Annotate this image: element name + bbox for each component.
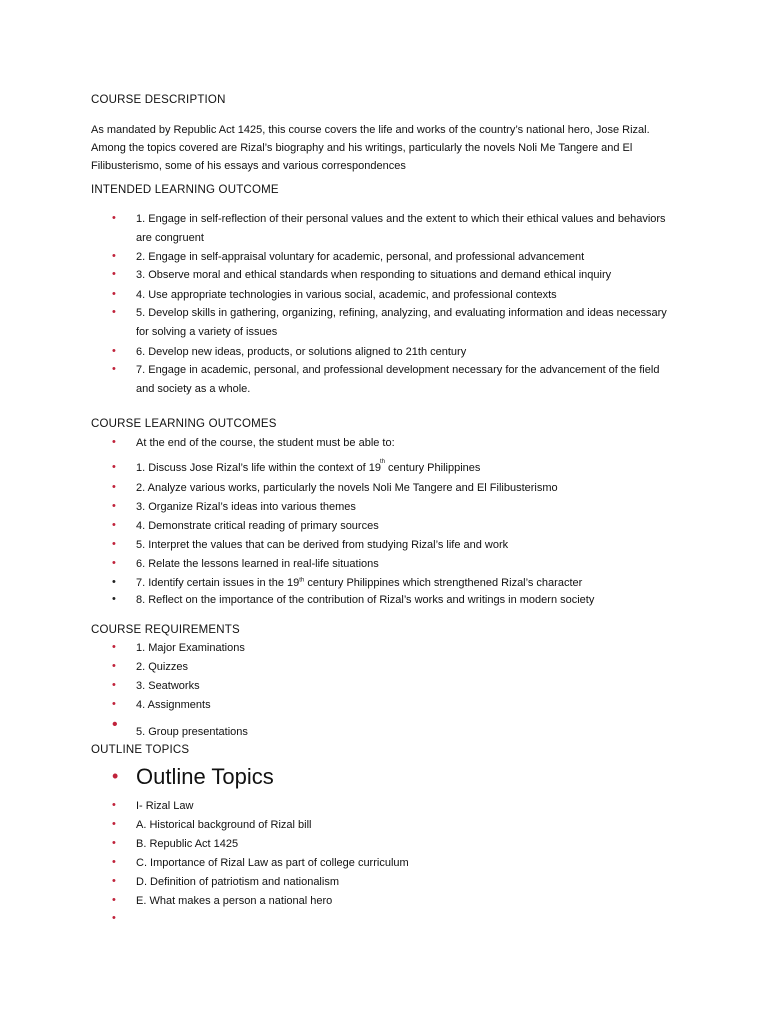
list-item-text: 1. Major Examinations — [136, 642, 245, 654]
bullet-icon: • — [112, 593, 116, 605]
list-item — [112, 696, 672, 715]
bullet-icon: • — [112, 268, 116, 280]
bullet-icon: • — [112, 519, 116, 531]
bullet-icon: • — [112, 799, 116, 811]
bullet-icon: • — [112, 481, 116, 493]
list-item — [112, 459, 672, 480]
bullet-icon: • — [112, 641, 116, 653]
list-item — [112, 286, 672, 305]
list-item — [112, 816, 672, 835]
outline-topics-title — [112, 763, 274, 791]
list-item-text: A. Historical background of Rizal bill — [136, 819, 312, 831]
list-item-text-part: 7. Identify certain issues in the 19 — [136, 577, 300, 589]
bullet-icon: • — [112, 250, 116, 262]
bullet-icon: • — [112, 557, 116, 569]
list-item — [112, 517, 672, 536]
list-item-text: 2. Analyze various works, particularly the novels Noli Me Tangere and El Filibusterismo — [136, 482, 558, 494]
list-item — [112, 797, 672, 816]
bullet-icon: • — [112, 436, 116, 448]
list-item-text: 8. Reflect on the importance of the contribution of Rizal’s works and writings in modern society — [136, 594, 595, 606]
list-item — [112, 248, 672, 267]
bullet-icon: • — [112, 837, 116, 849]
list-item-text: 6. Relate the lessons learned in real-life situations — [136, 558, 379, 570]
bullet-icon: • — [112, 306, 116, 318]
bullet-icon: • — [112, 912, 116, 924]
list-item-text: E. What makes a person a national hero — [136, 895, 333, 907]
superscript: th — [379, 459, 385, 465]
list-item — [112, 639, 672, 658]
list-item-text: 3. Organize Rizal’s ideas into various themes — [136, 501, 356, 513]
list-item-text-part: century Philippines — [384, 462, 481, 474]
bullet-icon: • — [112, 875, 116, 887]
list-item — [112, 536, 672, 555]
list-item-text: 2. Engage in self-appraisal voluntary for academic, personal, and professional advancement — [136, 251, 585, 263]
list-item-text: D. Definition of patriotism and nationalism — [136, 876, 339, 888]
list-item — [112, 304, 672, 341]
list-item — [112, 716, 672, 742]
bullet-icon: • — [112, 716, 118, 733]
list-item-text: 1. Engage in self-reflection of their personal values and the extent to which their ethical values and behaviors are congruent — [136, 213, 666, 244]
list-item-text: B. Republic Act 1425 — [136, 838, 239, 850]
bullet-icon: • — [112, 363, 116, 375]
list-item-text-part: century Philippines which strengthened Rizal’s character — [304, 577, 583, 589]
list-item-text: 2. Quizzes — [136, 661, 188, 673]
list-item — [112, 361, 672, 398]
bullet-icon: • — [112, 500, 116, 512]
bullet-icon: • — [112, 679, 116, 691]
list-item-text: 3. Observe moral and ethical standards when responding to situations and demand ethical inquiry — [136, 269, 612, 281]
list-item-text: 7. Engage in academic, personal, and professional development necessary for the advancement of the field and society as a whole. — [136, 364, 660, 395]
section-heading-intended-learning-outcome: INTENDED LEARNING OUTCOME — [91, 184, 279, 196]
list-item — [112, 479, 672, 498]
list-item-text-part: 1. Discuss Jose Rizal’s life within the context of 19 — [136, 462, 381, 474]
bullet-icon: • — [112, 660, 116, 672]
list-item — [112, 677, 672, 696]
list-item-text: 5. Group presentations — [136, 726, 248, 738]
bullet-icon: • — [112, 698, 116, 710]
list-item — [112, 555, 672, 574]
section-heading-outline-topics: OUTLINE TOPICS — [91, 744, 190, 756]
list-item — [112, 658, 672, 677]
list-item-text: 4. Demonstrate critical reading of primary sources — [136, 520, 379, 532]
list-item-text: 4. Assignments — [136, 699, 211, 711]
list-item-text: 5. Develop skills in gathering, organizing, refining, analyzing, and evaluating information and ideas necessary for solving a variety of issues — [136, 307, 667, 338]
list-item-text: 3. Seatworks — [136, 680, 200, 692]
list-item — [112, 434, 672, 453]
bullet-icon: • — [112, 212, 116, 224]
list-item — [112, 574, 672, 593]
list-item — [112, 873, 672, 892]
list-item-text: 6. Develop new ideas, products, or solutions aligned to 21th century — [136, 346, 467, 358]
list-item-text — [136, 459, 672, 480]
bullet-icon: • — [112, 345, 116, 357]
list-item — [112, 854, 672, 873]
section-heading-course-requirements: COURSE REQUIREMENTS — [91, 624, 240, 636]
bullet-icon: • — [112, 894, 116, 906]
bullet-icon: • — [112, 856, 116, 868]
section-heading-course-description: COURSE DESCRIPTION — [91, 94, 226, 106]
list-item-text — [136, 574, 672, 593]
course-description-paragraph: As mandated by Republic Act 1425, this course covers the life and works of the country’s national hero, Jose Rizal. Among the topics covered are Rizal’s biography and his writings, particularly the novels Noli Me Tangere and El Filibusterismo, some of his essays and various correspondences — [91, 124, 650, 172]
section-heading-course-learning-outcomes: COURSE LEARNING OUTCOMES — [91, 418, 277, 430]
list-item-text: I- Rizal Law — [136, 800, 194, 812]
list-item — [112, 498, 672, 517]
list-item — [112, 835, 672, 854]
list-item-text: C. Importance of Rizal Law as part of college curriculum — [136, 857, 409, 869]
list-item — [112, 892, 672, 911]
list-item — [112, 591, 672, 610]
list-item-text: At the end of the course, the student must be able to: — [136, 437, 395, 449]
bullet-icon: • — [112, 818, 116, 830]
list-item-text: 4. Use appropriate technologies in various social, academic, and professional contexts — [136, 289, 557, 301]
bullet-icon: • — [112, 461, 116, 473]
list-item — [112, 343, 672, 362]
bullet-icon: • — [112, 766, 119, 786]
list-item-text: 5. Interpret the values that can be derived from studying Rizal’s life and work — [136, 539, 509, 551]
superscript: th — [299, 577, 305, 584]
list-item — [112, 210, 672, 247]
outline-topics-title-text: Outline Topics — [136, 764, 274, 789]
bullet-icon: • — [112, 288, 116, 300]
bullet-icon: • — [112, 538, 116, 550]
bullet-icon: • — [112, 576, 116, 588]
list-item — [112, 266, 672, 285]
